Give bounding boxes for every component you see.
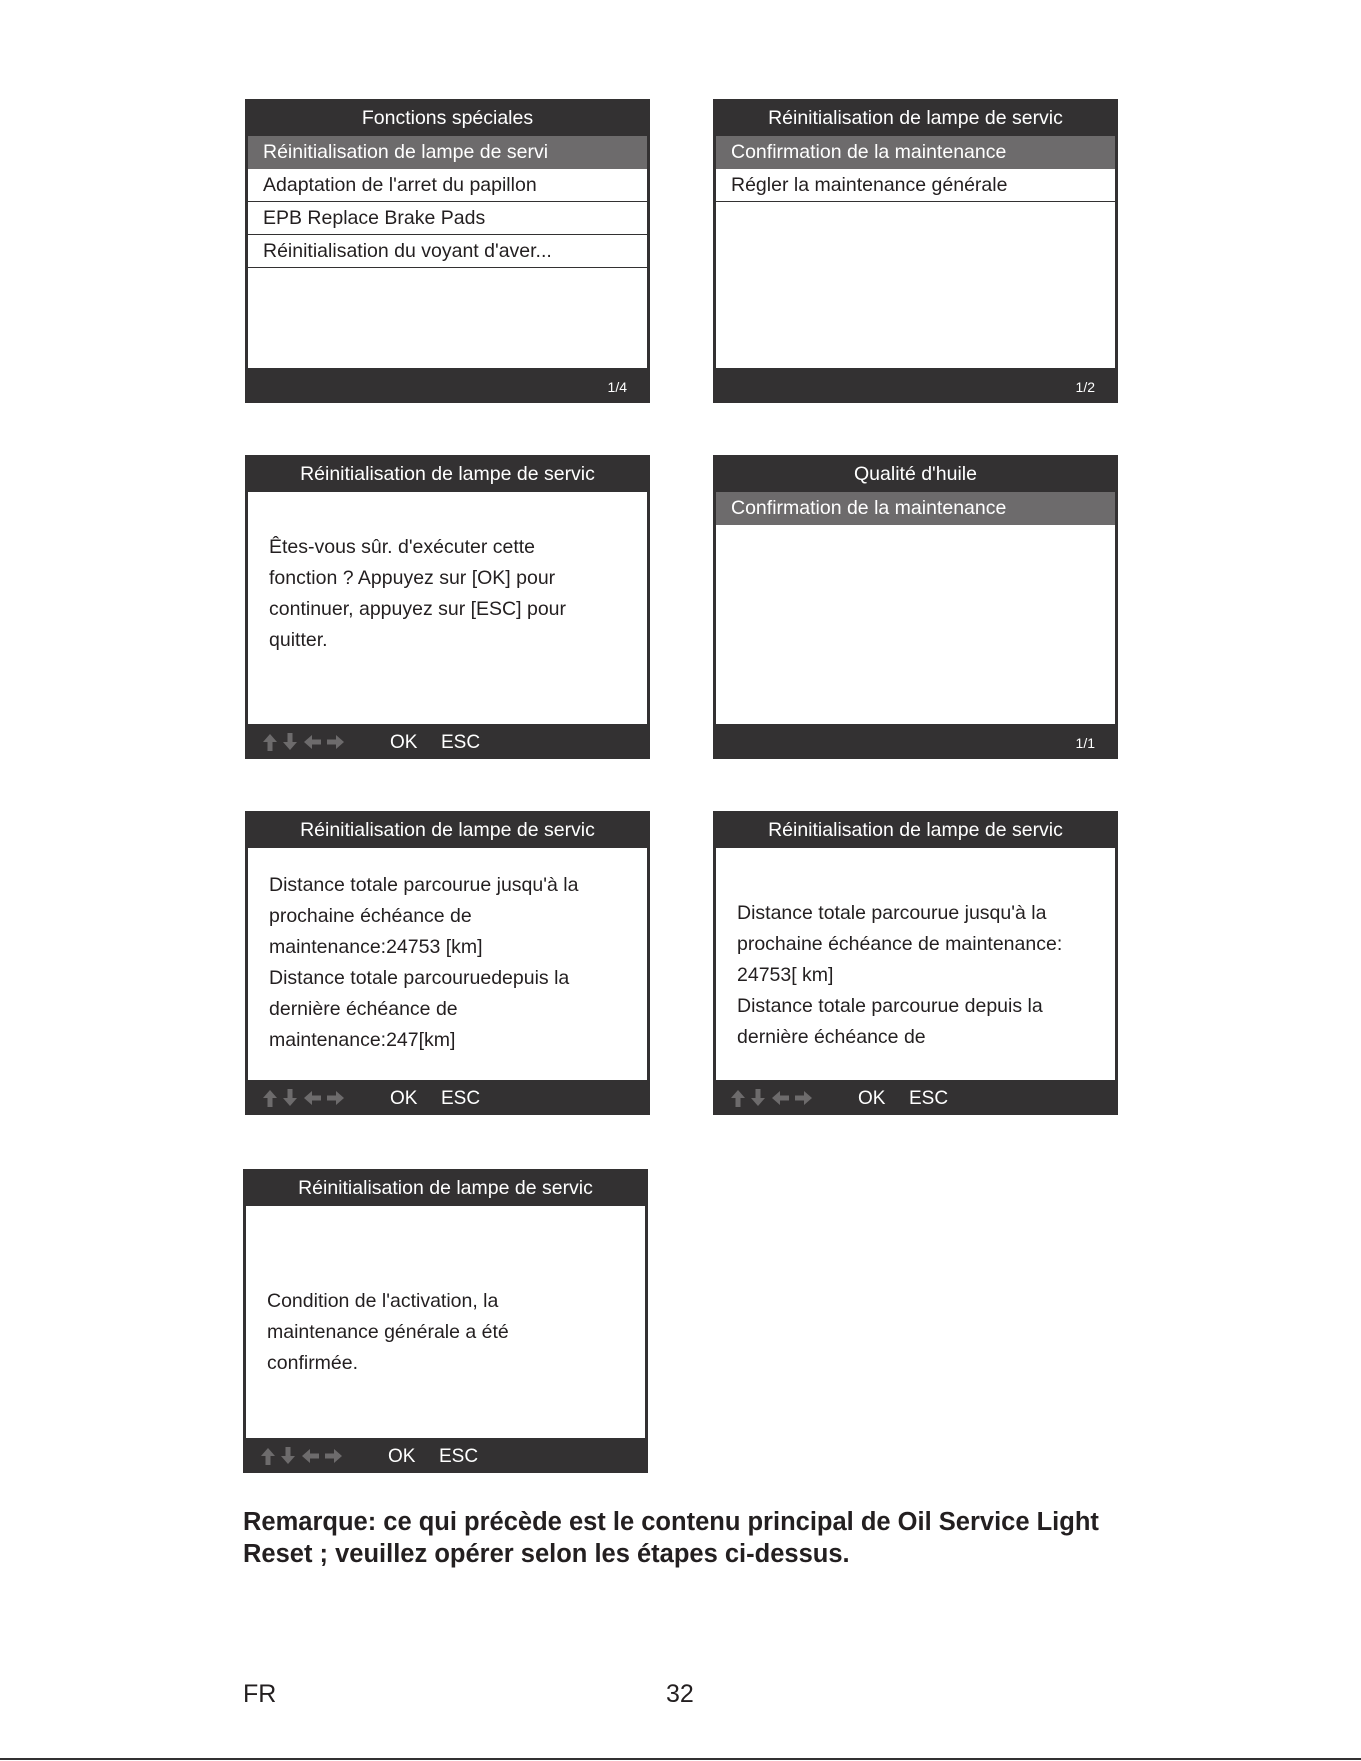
navigation-arrows-icon xyxy=(258,1443,358,1469)
navigation-arrows-icon xyxy=(728,1085,828,1111)
page-indicator: 1/1 xyxy=(1075,735,1095,751)
screen-service-lamp-reset-menu xyxy=(713,99,1118,403)
message-line: quitter. xyxy=(269,629,328,651)
message-area xyxy=(248,492,647,724)
screen-footer xyxy=(713,724,1118,759)
message-line: maintenance générale a été xyxy=(267,1321,509,1343)
menu-list xyxy=(248,136,647,368)
screen-confirm-dialog xyxy=(245,455,650,759)
esc-button[interactable]: ESC xyxy=(441,732,481,753)
message-line: prochaine échéance de xyxy=(269,905,472,927)
screen-title: Réinitialisation de lampe de servic xyxy=(298,1177,593,1199)
bottom-divider xyxy=(0,1758,1361,1760)
message-line: dernière échéance de xyxy=(269,998,458,1020)
ok-button[interactable]: OK xyxy=(390,1088,418,1109)
message-line: Distance totale parcourue jusqu'à la xyxy=(269,874,579,896)
message-line: dernière échéance de xyxy=(737,1026,926,1048)
message-line: Distance totale parcouruedepuis la xyxy=(269,967,570,989)
screen-title: Fonctions spéciales xyxy=(361,107,534,129)
screen-footer xyxy=(245,368,650,403)
screen-activation-confirmed xyxy=(243,1169,648,1473)
message-line: continuer, appuyez sur [ESC] pour xyxy=(269,598,567,620)
screen-oil-quality xyxy=(713,455,1118,759)
language-label: FR xyxy=(243,1680,277,1708)
page-indicator: 1/2 xyxy=(1075,379,1095,395)
page-indicator: 1/4 xyxy=(607,379,627,395)
esc-button[interactable]: ESC xyxy=(909,1088,949,1109)
screen-title: Réinitialisation de lampe de servic xyxy=(300,463,595,485)
navigation-arrows-icon xyxy=(260,729,360,755)
message-line: Êtes-vous sûr. d'exécuter cette xyxy=(269,536,536,558)
screen-distance-info xyxy=(245,811,650,1115)
screen-special-functions xyxy=(245,99,650,403)
ok-button[interactable]: OK xyxy=(858,1088,886,1109)
remark-paragraph xyxy=(243,1506,1143,1570)
screen-footer xyxy=(245,1080,650,1115)
navigation-arrows-icon xyxy=(260,1085,360,1111)
message-text xyxy=(737,898,1107,1053)
menu-list xyxy=(716,492,1115,724)
message-text xyxy=(269,532,639,656)
esc-button[interactable]: ESC xyxy=(441,1088,481,1109)
message-line: confirmée. xyxy=(267,1352,359,1374)
message-area xyxy=(248,848,647,1080)
remark-line: Reset ; veuillez opérer selon les étapes ci-dessus. xyxy=(243,1540,850,1568)
screen-title: Qualité d'huile xyxy=(854,463,977,485)
message-area xyxy=(716,848,1115,1080)
esc-button[interactable]: ESC xyxy=(439,1446,479,1467)
message-text xyxy=(269,870,639,1056)
screen-footer xyxy=(245,724,650,759)
menu-item-throttle-adaptation[interactable]: Adaptation de l'arret du papillon xyxy=(248,169,647,202)
screen-distance-info-alt xyxy=(713,811,1118,1115)
message-line: Condition de l'activation, la xyxy=(267,1290,499,1312)
menu-list xyxy=(716,136,1115,368)
message-line: maintenance:247[km] xyxy=(269,1029,456,1051)
menu-item-general-maintenance-setting[interactable]: Régler la maintenance générale xyxy=(716,169,1115,202)
message-area xyxy=(246,1206,645,1438)
menu-item-maintenance-confirmation[interactable]: Confirmation de la maintenance xyxy=(716,136,1115,169)
page-number: 32 xyxy=(666,1680,694,1708)
message-line: fonction ? Appuyez sur [OK] pour xyxy=(269,567,556,589)
screen-title: Réinitialisation de lampe de servic xyxy=(300,819,595,841)
menu-item-service-lamp-reset[interactable]: Réinitialisation de lampe de servi xyxy=(248,136,647,169)
menu-item-epb-brake-pads[interactable]: EPB Replace Brake Pads xyxy=(248,202,647,235)
message-line: maintenance:24753 [km] xyxy=(269,936,483,958)
ok-button[interactable]: OK xyxy=(390,732,418,753)
screen-footer xyxy=(713,1080,1118,1115)
screen-title: Réinitialisation de lampe de servic xyxy=(768,819,1063,841)
screen-footer xyxy=(243,1438,648,1473)
message-line: Distance totale parcourue jusqu'à la xyxy=(737,902,1047,924)
menu-item-maintenance-confirmation[interactable]: Confirmation de la maintenance xyxy=(716,492,1115,525)
menu-item-warning-light-reset[interactable]: Réinitialisation du voyant d'aver... xyxy=(248,235,647,268)
message-text xyxy=(267,1286,637,1379)
message-line: prochaine échéance de maintenance: xyxy=(737,933,1063,955)
screen-footer xyxy=(713,368,1118,403)
screen-title: Réinitialisation de lampe de servic xyxy=(768,107,1063,129)
message-line: 24753[ km] xyxy=(737,964,834,986)
message-line: Distance totale parcourue depuis la xyxy=(737,995,1043,1017)
ok-button[interactable]: OK xyxy=(388,1446,416,1467)
remark-line: Remarque: ce qui précède est le contenu principal de Oil Service Light xyxy=(243,1508,1099,1536)
